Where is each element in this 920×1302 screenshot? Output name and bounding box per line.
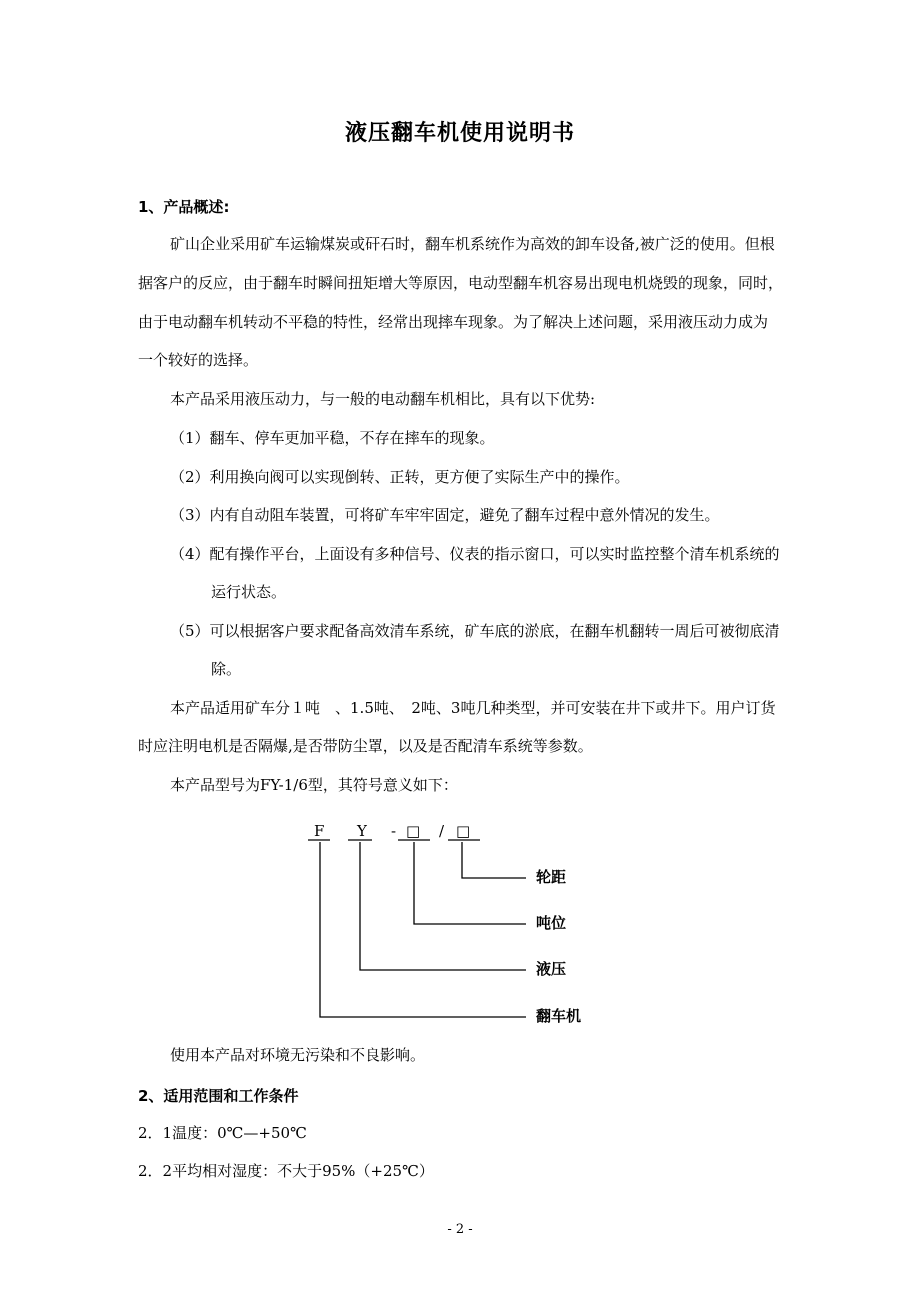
paragraph-line: 由于电动翻车机转动不平稳的特性，经常出现摔车现象。为了解决上述问题，采用液压动力成为	[138, 313, 769, 331]
condition-item: 2．1温度：0℃—+50℃	[138, 1124, 307, 1142]
condition-item: 2．2平均相对湿度：不大于95%（+25℃）	[138, 1162, 434, 1180]
advantages-intro: 本产品采用液压动力，与一般的电动翻车机相比，具有以下优势:	[170, 390, 596, 408]
advantage-item: （5）可以根据客户要求配备高效清车系统，矿车底的淤底，在翻车机翻转一周后可被彻底清	[170, 622, 780, 640]
advantage-item: （1）翻车、停车更加平稳，不存在摔车的现象。	[170, 429, 495, 447]
symbol-f: F	[314, 822, 325, 840]
symbol-box-gauge: □	[456, 822, 471, 840]
paragraph-line: 本产品适用矿车分１吨 、1.5吨、 2吨、3吨几种类型，并可安装在井下或井下。用户订货	[170, 699, 776, 717]
model-symbol-diagram	[300, 812, 620, 1032]
advantage-item-continuation: 除。	[211, 660, 242, 678]
paragraph-line: 一个较好的选择。	[138, 351, 259, 369]
advantage-item: （2）利用换向阀可以实现倒转、正转，更方便了实际生产中的操作。	[170, 468, 630, 486]
page-number: - 2 -	[447, 1222, 473, 1237]
section-2-heading: 2、适用范围和工作条件	[138, 1087, 299, 1105]
connector-tippler	[320, 842, 526, 1017]
advantage-item-continuation: 运行状态。	[211, 583, 287, 601]
paragraph-line: 据客户的反应，由于翻车时瞬间扭矩增大等原因，电动型翻车机容易出现电机烧毁的现象，同时，	[138, 274, 784, 292]
document-title: 液压翻车机使用说明书	[344, 121, 575, 146]
connector-gauge	[462, 842, 526, 878]
model-intro: 本产品型号为FY-1/6型，其符号意义如下：	[170, 776, 458, 794]
paragraph-line: 时应注明电机是否隔爆,是否带防尘罩，以及是否配清车系统等参数。	[138, 737, 593, 755]
label-tippler: 翻车机	[536, 1007, 582, 1025]
label-hydraulic: 液压	[536, 960, 567, 978]
symbol-slash: /	[439, 822, 445, 840]
symbol-y: Y	[357, 822, 367, 840]
symbol-dash: -	[391, 822, 397, 840]
advantage-item: （3）内有自动阻车装置，可将矿车牢牢固定，避免了翻车过程中意外情况的发生。	[170, 506, 720, 524]
label-tonnage: 吨位	[536, 914, 567, 932]
advantage-item: （4）配有操作平台，上面设有多种信号、仪表的指示窗口，可以实时监控整个清车机系统的	[170, 545, 780, 563]
label-gauge: 轮距	[536, 868, 567, 886]
section-1-heading: 1、产品概述:	[138, 198, 230, 216]
connector-hydraulic	[360, 842, 526, 970]
environment-note: 使用本产品对环境无污染和不良影响。	[170, 1046, 426, 1064]
paragraph-line: 矿山企业采用矿车运输煤炭或矸石时，翻车机系统作为高效的卸车设备,被广泛的使用。但根	[170, 235, 775, 253]
connector-tonnage	[414, 842, 526, 924]
symbol-box-tonnage: □	[406, 822, 421, 840]
